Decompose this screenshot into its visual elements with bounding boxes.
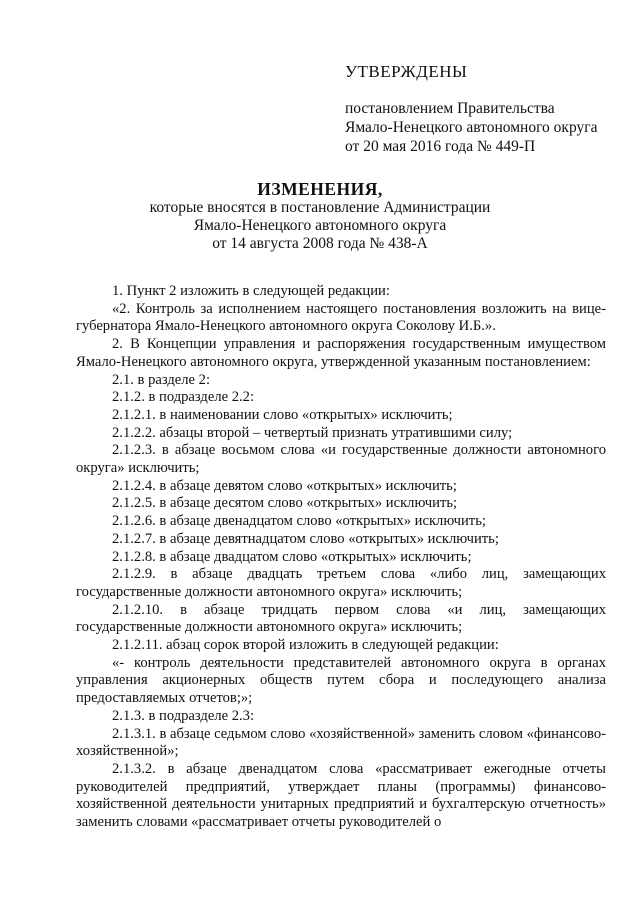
paragraph: 2.1.3.1. в абзаце седьмом слово «хозяйственной» заменить словом «финансово-хозяйственной»; — [76, 725, 606, 760]
approval-line: Ямало-Ненецкого автономного округа — [345, 119, 598, 136]
paragraph: 2. В Концепции управления и распоряжения государственным имуществом Ямало-Ненецкого автономного округа, утвержденной указанным постановлением: — [76, 336, 606, 370]
paragraph: 1. Пункт 2 изложить в следующей редакции: — [112, 283, 390, 299]
paragraph: 2.1.3. в подразделе 2.3: — [112, 707, 255, 724]
paragraph: «2. Контроль за исполнением настоящего постановления возложить на вице-губернатора Ямало-Ненецкого автономного округа Соколову И.Б.». — [76, 300, 606, 335]
paragraph: 2.1.2.6. в абзаце двенадцатом слово «открытых» исключить; — [112, 513, 486, 530]
paragraph: 2.1.2.2. абзацы второй – четвертый признать утратившими силу; — [112, 424, 513, 441]
paragraph: 2.1.2.5. в абзаце десятом слово «открытых» исключить; — [112, 495, 458, 512]
approval-line: постановлением Правительства — [345, 100, 555, 117]
paragraph: 2.1. в разделе 2: — [112, 371, 211, 388]
document-title: ИЗМЕНЕНИЯ, — [257, 179, 383, 199]
document-heading — [60, 180, 580, 253]
paragraph: 2.1.2.11. абзац сорок второй изложить в следующей редакции: — [112, 637, 499, 654]
heading-line: от 14 августа 2008 года № 438-А — [212, 235, 428, 252]
paragraph: 2.1.2.4. в абзаце девятом слово «открытых» исключить; — [112, 477, 457, 494]
paragraph: 2.1.2.7. в абзаце девятнадцатом слово «открытых» исключить; — [112, 530, 499, 547]
paragraph: 2.1.2. в подразделе 2.2: — [112, 389, 255, 406]
document-body — [76, 283, 606, 832]
approval-block — [345, 62, 625, 156]
paragraph: 2.1.2.8. в абзаце двадцатом слово «открытых» исключить; — [112, 548, 472, 565]
heading-line: которые вносятся в постановление Администрации — [149, 199, 491, 216]
approval-line: от 20 мая 2016 года № 449-П — [345, 138, 536, 155]
paragraph: 2.1.2.1. в наименовании слово «открытых» исключить; — [112, 406, 453, 423]
paragraph: 2.1.3.2. в абзаце двенадцатом слова «рассматривает ежегодные отчеты руководителей предприятий, утверждает планы (программы) финансово-хозяйственной деятельности унитарных предприятий и бухгалтерскую отчетность» заменить словами «рассматривает отчеты руководителей о — [76, 760, 606, 831]
paragraph: «- контроль деятельности представителей автономного округа в органах управления акционерных обществ путем сбора и последующего анализа предоставляемых отчетов;»; — [76, 654, 606, 707]
heading-line: Ямало-Ненецкого автономного округа — [193, 217, 447, 234]
paragraph: 2.1.2.3. в абзаце восьмом слова «и государственные должности автономного округа» исключить; — [76, 442, 606, 477]
approval-title: УТВЕРЖДЕНЫ — [345, 62, 468, 81]
paragraph: 2.1.2.10. в абзаце тридцать первом слова «и лиц, замещающих государственные должности автономного округа» исключить; — [76, 601, 606, 636]
paragraph: 2.1.2.9. в абзаце двадцать третьем слова «либо лиц, замещающих государственные должности автономного округа» исключить; — [76, 566, 606, 600]
